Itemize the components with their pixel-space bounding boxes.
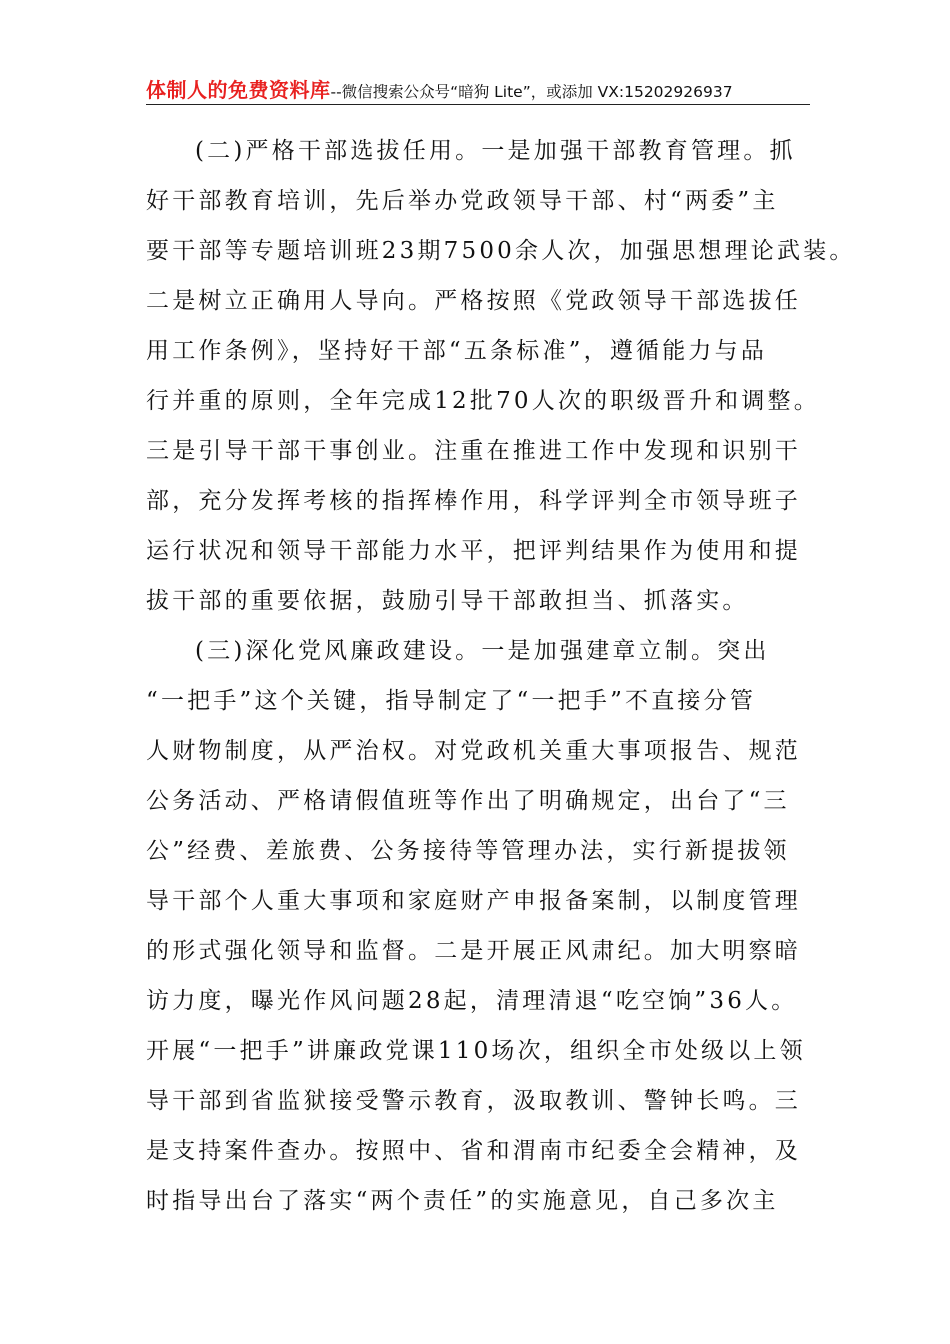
text-line: 拔干部的重要依据，鼓励引导干部敢担当、抓落实。 xyxy=(146,588,749,614)
text-line: 三是引导干部干事创业。注重在推进工作中发现和识别干 xyxy=(146,438,801,464)
text-line: 人财物制度，从严治权。对党政机关重大事项报告、规范 xyxy=(146,738,801,764)
text-line: 的形式强化领导和监督。二是开展正风肃纪。加大明察暗 xyxy=(146,938,801,964)
text-line: 运行状况和领导干部能力水平，把评判结果作为使用和提 xyxy=(146,538,801,564)
page-header xyxy=(146,74,810,105)
text-line: 用工作条例》，坚持好干部“五条标准”，遵循能力与品 xyxy=(146,338,768,364)
text-line: 要干部等专题培训班23期7500余人次，加强思想理论武装。 xyxy=(146,238,856,264)
header-info: --微信搜索公众号“暗狗 Lite”，或添加 VX:15202926937 xyxy=(330,83,733,101)
document-body xyxy=(146,126,856,1226)
paragraph-2-heading-line: (二)严格干部选拔任用。一是加强干部教育管理。抓 xyxy=(195,138,796,164)
text-line: 行并重的原则，全年完成12批70人次的职级晋升和调整。 xyxy=(146,388,820,414)
text-line: 访力度，曝光作风问题28起，清理清退“吃空饷”36人。 xyxy=(146,988,798,1014)
paragraph-3-heading-line: (三)深化党风廉政建设。一是加强建章立制。突出 xyxy=(195,638,770,664)
text-line: 是支持案件查办。按照中、省和渭南市纪委全会精神，及 xyxy=(146,1138,801,1164)
text-line: 部，充分发挥考核的指挥棒作用，科学评判全市领导班子 xyxy=(146,488,801,514)
text-line: 二是树立正确用人导向。严格按照《党政领导干部选拔任 xyxy=(146,288,801,314)
header-brand: 体制人的免费资料库 xyxy=(146,78,331,102)
text-line: 导干部到省监狱接受警示教育，汲取教训、警钟长鸣。三 xyxy=(146,1088,801,1114)
text-line: 时指导出台了落实“两个责任”的实施意见，自己多次主 xyxy=(146,1188,779,1214)
text-line: 公务活动、严格请假值班等作出了明确规定，出台了“三 xyxy=(146,788,790,814)
text-line: 公”经费、差旅费、公务接待等管理办法，实行新提拔领 xyxy=(146,838,790,864)
text-line: “一把手”这个关键，指导制定了“一把手”不直接分管 xyxy=(146,688,757,714)
text-line: 好干部教育培训，先后举办党政领导干部、村“两委”主 xyxy=(146,188,779,214)
text-line: 导干部个人重大事项和家庭财产申报备案制，以制度管理 xyxy=(146,888,801,914)
text-line: 开展“一把手”讲廉政党课110场次，组织全市处级以上领 xyxy=(146,1038,806,1064)
